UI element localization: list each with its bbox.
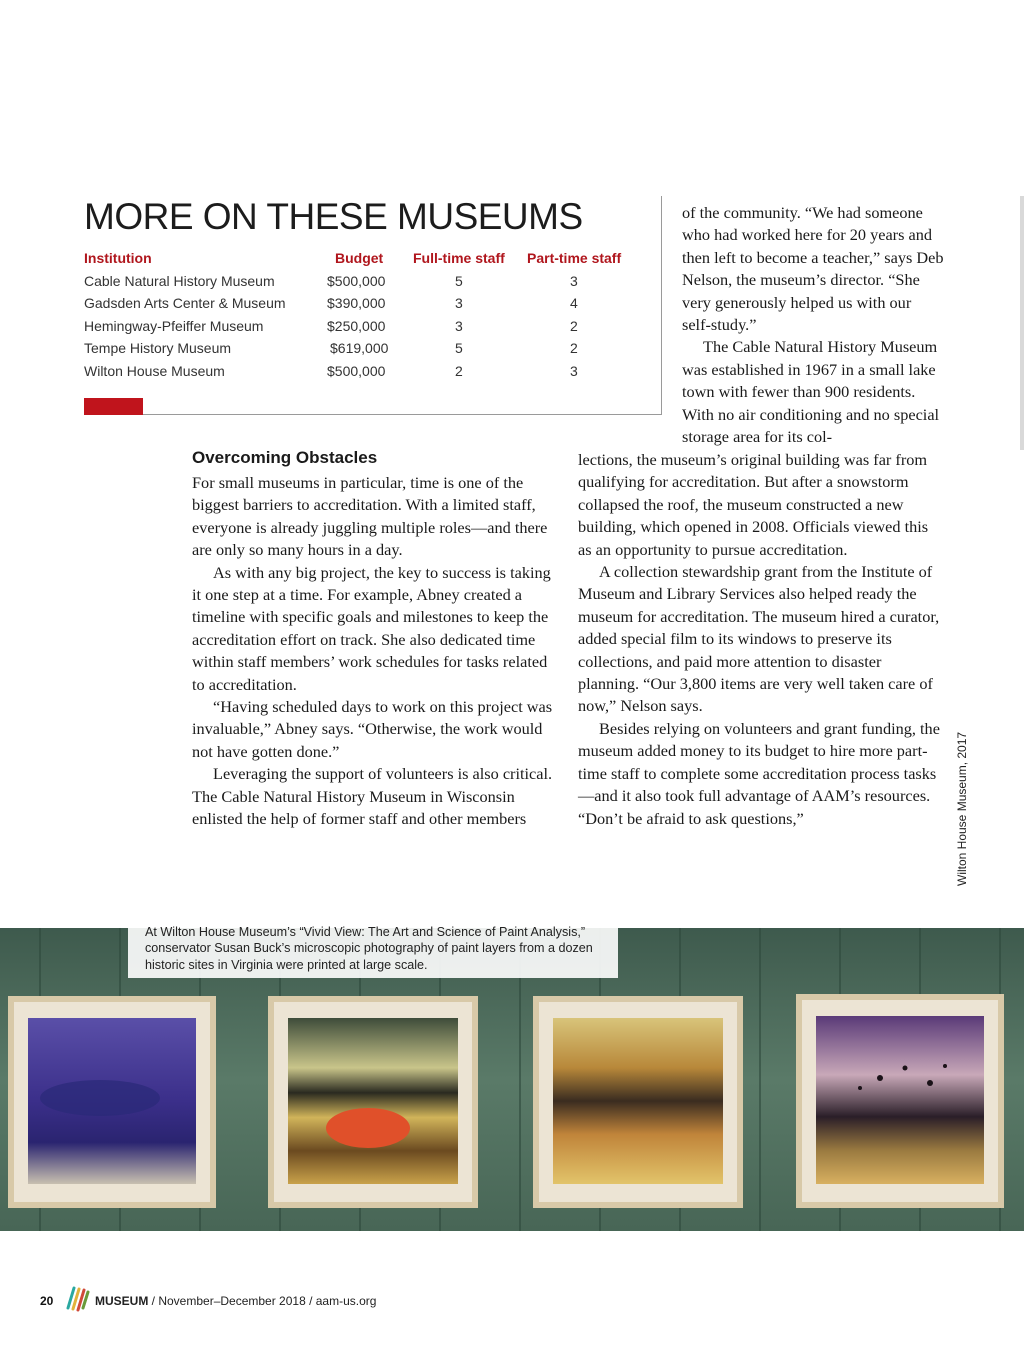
issue-info: / November–December 2018 / aam-us.org bbox=[148, 1294, 377, 1308]
cell-budget: $500,000 bbox=[327, 363, 386, 379]
cell-budget: $250,000 bbox=[327, 318, 386, 334]
paragraph: Leveraging the support of volunteers is also critical. The Cable Natural History Museum in Wisconsin enlisted the help of former staff and other members bbox=[192, 764, 553, 829]
cell-part-time: 4 bbox=[570, 295, 578, 311]
article-column-left bbox=[192, 472, 556, 831]
cell-full-time: 5 bbox=[455, 340, 463, 356]
section-subhead: Overcoming Obstacles bbox=[192, 448, 378, 467]
magazine-name: MUSEUM bbox=[95, 1294, 149, 1308]
sidebar-border-bottom bbox=[84, 414, 662, 415]
header-full-time: Full-time staff bbox=[413, 250, 505, 266]
paragraph: of the community. “We had someone who had worked here for 20 years and then left to become a teacher,” says Deb Nelson, the museum’s director. “She very generously helped us with our self-study.” bbox=[682, 203, 944, 335]
article-column-right-top bbox=[682, 202, 944, 448]
cell-budget: $390,000 bbox=[327, 295, 386, 311]
header-budget: Budget bbox=[335, 250, 384, 266]
article-column-right-bottom bbox=[578, 449, 944, 830]
cell-budget: $500,000 bbox=[327, 273, 386, 289]
header-institution: Institution bbox=[84, 250, 152, 266]
cell-budget: $619,000 bbox=[330, 340, 389, 356]
cell-part-time: 2 bbox=[570, 318, 578, 334]
cell-institution: Wilton House Museum bbox=[84, 363, 225, 379]
paragraph: A collection stewardship grant from the Institute of Museum and Library Services also helped ready the museum for accreditation. The museum hired a curator, added special film to its windows to preserve its collections, and paid more attention to disaster planning. “Our 3,800 items are very well taken care of now,” Nelson says. bbox=[578, 562, 940, 716]
cell-institution: Gadsden Arts Center & Museum bbox=[84, 295, 286, 311]
cell-full-time: 2 bbox=[455, 363, 463, 379]
cell-part-time: 3 bbox=[570, 273, 578, 289]
page-edge-mark bbox=[1020, 196, 1024, 450]
cell-institution: Cable Natural History Museum bbox=[84, 273, 275, 289]
aam-logo-icon bbox=[64, 1284, 90, 1317]
paragraph: The Cable Natural History Museum was established in 1967 in a small lake town with fewer than 900 residents. With no air conditioning and no special storage area for its col- bbox=[682, 337, 940, 447]
photo-credit: Wilton House Museum, 2017 bbox=[955, 731, 969, 886]
cell-institution: Hemingway-Pfeiffer Museum bbox=[84, 318, 264, 334]
photo-caption: At Wilton House Museum’s “Vivid View: The Art and Science of Paint Analysis,” conservator Susan Buck’s microscopic photography of paint layers from a dozen historic sites in Virginia were printed at large scale. bbox=[145, 925, 593, 972]
cell-institution: Tempe History Museum bbox=[84, 340, 232, 356]
sidebar-border-right bbox=[661, 196, 662, 415]
paragraph: Besides relying on volunteers and grant funding, the museum added money to its budget to hire more part-time staff to complete some accreditation process tasks—and it also took full advantage of AAM’s resources. “Don’t be afraid to ask questions,” bbox=[578, 718, 940, 828]
header-part-time: Part-time staff bbox=[527, 250, 622, 266]
cell-full-time: 3 bbox=[455, 318, 463, 334]
paragraph: lections, the museum’s original building was far from qualifying for accreditation. But after a snowstorm collapsed the roof, the museum constructed a new building, which opened in 2008. Officials viewed this as an opportunity to pursue accreditation. bbox=[578, 450, 929, 559]
sidebar-accent-bar bbox=[84, 398, 143, 415]
cell-part-time: 2 bbox=[570, 340, 578, 356]
cell-part-time: 3 bbox=[570, 363, 578, 379]
paragraph: “Having scheduled days to work on this project was invaluable,” Abney says. “Otherwise, the work would not have gotten done.” bbox=[192, 697, 553, 761]
paragraph: As with any big project, the key to success is taking it one step at a time. For example, Abney created a timeline with specific goals and milestones to keep the accreditation effort on track. She also dedicated time within staff members’ work schedules for tasks related to accreditation. bbox=[192, 562, 551, 694]
page-number: 20 bbox=[40, 1294, 54, 1308]
cell-full-time: 5 bbox=[455, 273, 463, 289]
paragraph: For small museums in particular, time is one of the biggest barriers to accreditation. With a limited staff, everyone is already juggling multiple roles—and there are only so many hours in a day. bbox=[192, 473, 548, 560]
footer-text bbox=[95, 1294, 376, 1308]
sidebar-title: MORE ON THESE MUSEUMS bbox=[84, 196, 583, 237]
cell-full-time: 3 bbox=[455, 295, 463, 311]
